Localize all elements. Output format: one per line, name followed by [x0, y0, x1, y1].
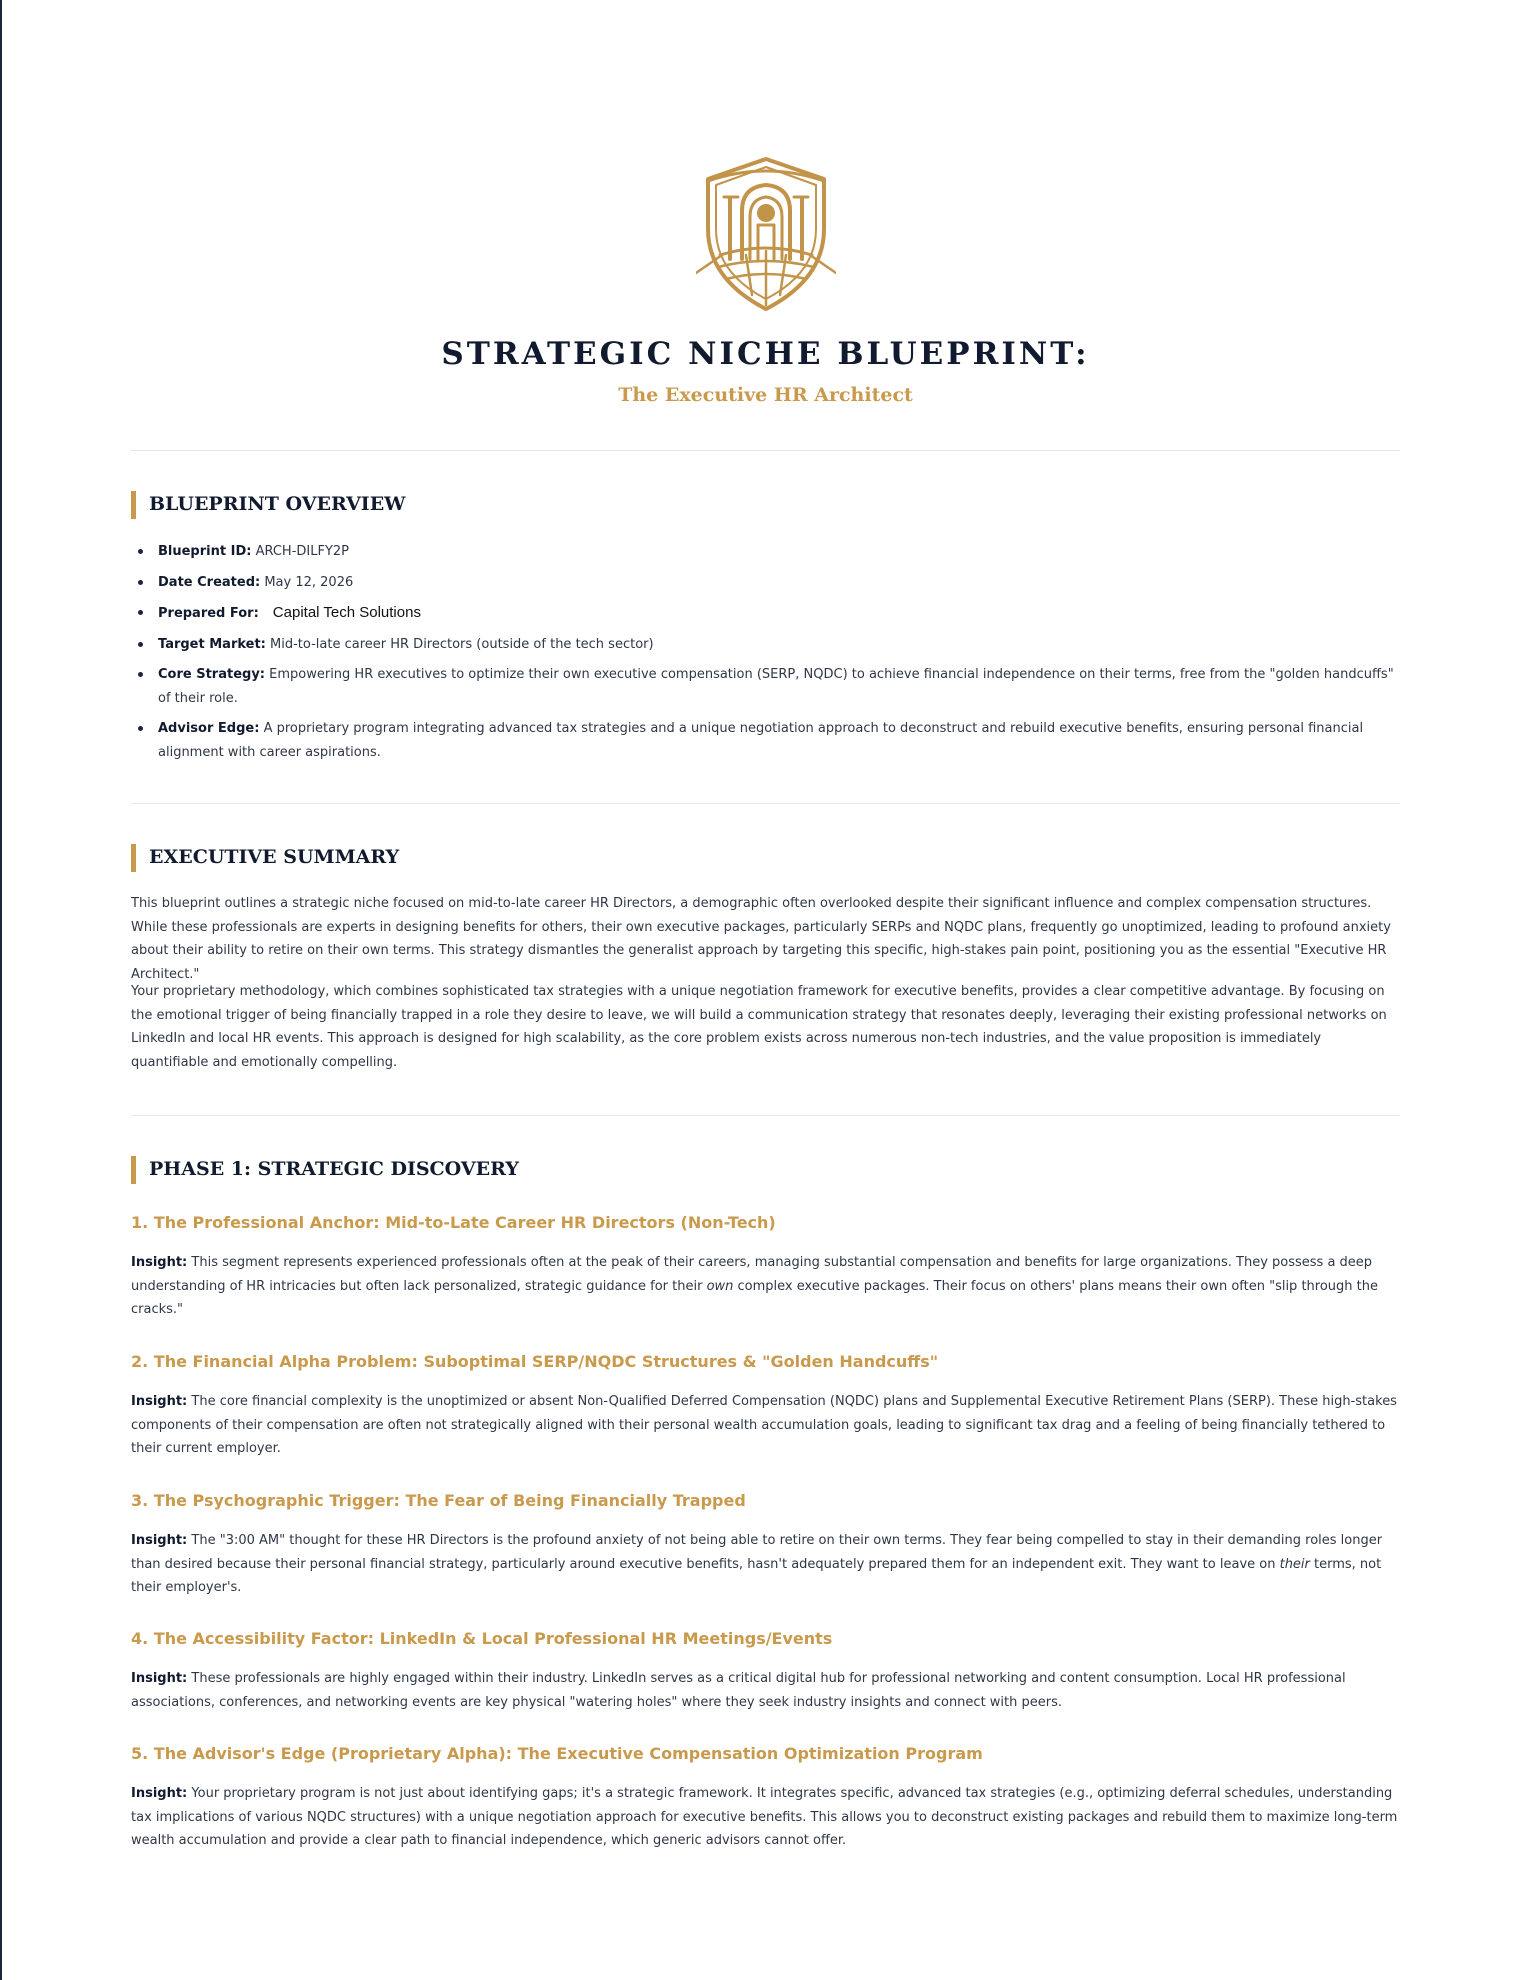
insight-text: terms, not their employer's.: [131, 1556, 1382, 1596]
shield-logo-icon: [696, 155, 836, 313]
insight-label: Insight:: [131, 1786, 188, 1801]
bullet-dot: [138, 726, 143, 731]
insight-label: Insight:: [131, 1533, 188, 1548]
section-accent-bar: [131, 491, 136, 519]
divider: [131, 450, 1400, 451]
overview-item-target-market: [131, 633, 1400, 657]
item-value: May 12, 2026: [264, 574, 354, 590]
bullet-dot: [138, 580, 143, 585]
discovery-item-title: 3. The Psychographic Trigger: The Fear of Being Financially Trapped: [131, 1491, 746, 1510]
insight-text: The "3:00 AM" thought for these HR Directors is the profound anxiety of not being able to retire on their own terms. They fear being compelled to stay in their demanding roles longer than desired because their personal financial strategy, particularly around executive benefits, hasn't adequately prepared them for an independent exit. They want to leave on: [131, 1533, 1383, 1572]
item-label: Date Created:: [158, 574, 261, 590]
insight-text: This segment represents experienced professionals often at the peak of their careers, managing substantial compensation and benefits for large organizations. They possess a deep understanding of HR intricacies but often lack personalized, strategic guidance for their: [131, 1255, 1373, 1294]
item-value: Mid-to-late career HR Directors (outside of the tech sector): [270, 636, 654, 652]
insight-text: These professionals are highly engaged within their industry. LinkedIn serves as a critical digital hub for professional networking and content consumption. Local HR professional associations, conferences, and networking events are key physical "watering holes" where they seek industry insights and connect with peers.: [131, 1671, 1346, 1710]
discovery-item-title: 2. The Financial Alpha Problem: Suboptimal SERP/NQDC Structures & "Golden Handcuffs": [131, 1352, 939, 1371]
summary-paragraph: This blueprint outlines a strategic niche focused on mid-to-late career HR Directors, a demographic often overlooked despite their significant influence and complex compensation structures. While these professionals are experts in designing benefits for others, their own executive packages, particularly SERPs and NQDC plans, frequently go unoptimized, leading to profound anxiety about their ability to retire on their own terms. This strategy dismantles the generalist approach by targeting this specific, high-stakes pain point, positioning you as the essential "Executive HR Architect.": [131, 896, 1391, 982]
insight-label: Insight:: [131, 1671, 188, 1686]
overview-item-advisor-edge: [131, 717, 1400, 764]
overview-item-blueprint-id: [131, 540, 1400, 564]
item-label: Blueprint ID:: [158, 544, 252, 559]
section-accent-bar: [131, 844, 136, 872]
bullet-dot: [138, 549, 143, 554]
overview-item-date-created: [131, 571, 1400, 595]
item-label: Prepared For:: [158, 606, 259, 621]
item-label: Core Strategy:: [158, 667, 265, 682]
insight-emphasis: own: [706, 1278, 734, 1294]
summary-paragraph: Your proprietary methodology, which combines sophisticated tax strategies with a unique negotiation framework for executive benefits, provides a clear competitive advantage. By focusing on the emotional trigger of being financially trapped in a role they desire to leave, we will build a communication strategy that resonates deeply, leveraging their existing professional networks on LinkedIn and local HR events. This approach is designed for high scalability, as the core problem exists across numerous non-tech industries, and the value proposition is immediately quantifiable and emotionally compelling.: [131, 984, 1387, 1070]
discovery-item-insight: [131, 1667, 1400, 1714]
item-label: Target Market:: [158, 636, 266, 652]
divider: [131, 803, 1400, 804]
item-value: A proprietary program integrating advanced tax strategies and a unique negotiation approach to deconstruct and rebuild executive benefits, ensuring personal financial alignment with career aspirations.: [158, 721, 1364, 760]
item-value: ARCH-DILFY2P: [255, 544, 350, 559]
item-value: Empowering HR executives to optimize their own executive compensation (SERP, NQDC) to achieve financial independence on their terms, free from the "golden handcuffs" of their role.: [158, 667, 1394, 706]
section-title: PHASE 1: STRATEGIC DISCOVERY: [149, 1158, 519, 1180]
overview-item-prepared-for: [131, 601, 1400, 626]
bullet-dot: [138, 610, 143, 615]
bullet-dot: [138, 642, 143, 647]
insight-text: complex executive packages. Their focus on others' plans means their own often "slip through the cracks.": [131, 1278, 1378, 1318]
section-title: EXECUTIVE SUMMARY: [149, 846, 400, 868]
insight-emphasis: their: [1279, 1556, 1310, 1572]
discovery-item-insight: [131, 1390, 1400, 1461]
item-label: Advisor Edge:: [158, 721, 260, 736]
discovery-item-title: 5. The Advisor's Edge (Proprietary Alpha): The Executive Compensation Optimization Program: [131, 1744, 983, 1763]
document-title: STRATEGIC NICHE BLUEPRINT:: [441, 336, 1090, 372]
overview-list: [131, 540, 1400, 771]
discovery-item-insight: [131, 1251, 1400, 1322]
insight-label: Insight:: [131, 1394, 188, 1409]
discovery-item-title: 1. The Professional Anchor: Mid-to-Late Career HR Directors (Non-Tech): [131, 1213, 776, 1232]
discovery-item-insight: [131, 1529, 1400, 1600]
insight-text: The core financial complexity is the unoptimized or absent Non-Qualified Deferred Compensation (NQDC) plans and Supplemental Executive Retirement Plans (SERP). These high-stakes components of their compensation are often not strategically aligned with their personal wealth accumulation goals, leading to significant tax drag and a feeling of being financially tethered to their current employer.: [131, 1394, 1397, 1457]
insight-label: Insight:: [131, 1255, 188, 1270]
divider: [131, 1115, 1400, 1116]
item-value: Capital Tech Solutions: [272, 604, 421, 621]
discovery-item-insight: [131, 1782, 1400, 1853]
insight-text: Your proprietary program is not just about identifying gaps; it's a strategic framework. It integrates specific, advanced tax strategies (e.g., optimizing deferral schedules, understanding tax implications of various NQDC structures) with a unique negotiation approach for executive benefits. This allows you to deconstruct existing packages and rebuild them to maximize long-term wealth accumulation and provide a clear path to financial independence, which generic advisors cannot offer.: [131, 1786, 1398, 1849]
bullet-dot: [138, 672, 143, 677]
document-subtitle: The Executive HR Architect: [618, 384, 913, 406]
discovery-item-title: 4. The Accessibility Factor: LinkedIn & Local Professional HR Meetings/Events: [131, 1629, 833, 1648]
page-edge-rule: [0, 0, 2, 1980]
section-title: BLUEPRINT OVERVIEW: [149, 493, 406, 515]
section-accent-bar: [131, 1156, 136, 1184]
overview-item-core-strategy: [131, 663, 1400, 710]
